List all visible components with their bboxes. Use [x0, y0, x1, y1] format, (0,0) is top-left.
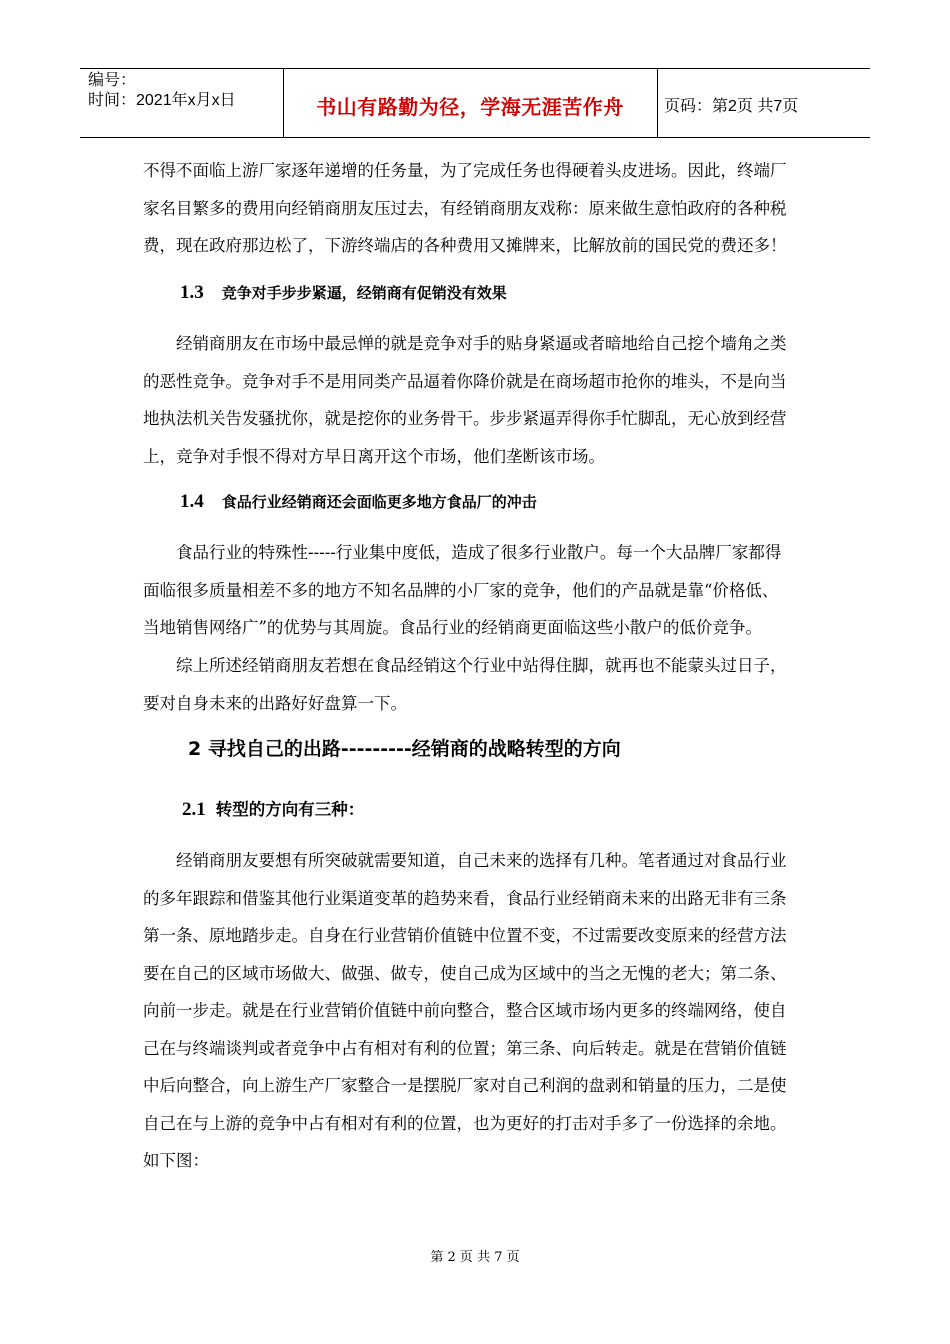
text-line: 经销商朋友要想有所突破就需要知道，自己未来的选择有几种。笔者通过对食品行业 [176, 851, 787, 870]
text-line: 己在与终端谈判或者竞争中占有相对有利的位置；第三条、向后转走。就是在营销价值链 [143, 1038, 787, 1058]
text-line: 的多年跟踪和借鉴其他行业渠道变革的趋势来看，食品行业经销商未来的出路无非有三条 [143, 888, 787, 908]
text-line: 要对自身未来的出路好好盘算一下。 [143, 693, 407, 713]
serial-label: 编号： [88, 72, 137, 89]
text-line: 中后向整合，向上游生产厂家整合一是摆脱厂家对自己利润的盘剥和销量的压力，二是使 [143, 1076, 787, 1095]
heading-text: 食品行业经销商还会面临更多地方食品厂的冲击 [221, 493, 537, 511]
text-line: 的恶性竞争。竞争对手不是用同类产品逼着你降价就是在商场超市抢你的堆头，不是向当 [143, 371, 787, 391]
paragraph-competition [143, 325, 809, 475]
paragraph-transformation [143, 842, 809, 1180]
text-line: 自己在与上游的竞争中占有相对有利的位置，也为更好的打击对手多了一份选择的余地。 [143, 1113, 787, 1133]
paragraph-food-industry [143, 534, 809, 647]
text-line: 上，竞争对手恨不得对方早日离开这个市场，他们垄断该市场。 [143, 446, 605, 466]
header-left-cell [80, 69, 284, 137]
text-line: 如下图： [143, 1151, 209, 1170]
heading-2: 2 寻找自己的出路---------经销商的战略转型的方向 [188, 738, 621, 760]
text-line: 第一条、原地踏步走。自身在行业营销价值链中位置不变，不过需要改变原来的经营方法 [143, 926, 787, 945]
header-middle-cell [283, 69, 658, 137]
text-line: 综上所述经销商朋友若想在食品经销这个行业中站得住脚，就再也不能蒙头过日子， [176, 656, 787, 675]
text-line: 面临很多质量相差不多的地方不知名品牌的小厂家的竞争，他们的产品就是靠“价格低、 [143, 580, 779, 600]
page-footer: 第 2 页 共 7 页 [430, 1250, 520, 1265]
heading-number: 1.3 [180, 282, 204, 303]
text-line: 经销商朋友在市场中最忌惮的就是竞争对手的贴身紧逼或者暗地给自己挖个墙角之类 [176, 334, 787, 353]
text-line: 地执法机关告发骚扰你，就是挖你的业务骨干。步步紧逼弄得你手忙脚乱，无心放到经营 [143, 409, 787, 428]
text-line: 向前一步走。就是在行业营销价值链中前向整合，整合区域市场内更多的终端网络，使自 [143, 1001, 787, 1020]
page-header [80, 68, 870, 138]
heading-text: 转型的方向有三种： [215, 800, 365, 819]
heading-2-1 [182, 796, 364, 821]
paragraph-continuation [143, 152, 809, 265]
date-label: 时间：2021年x月x日 [88, 92, 236, 109]
text-line: 当地销售网络广”的优势与其周旋。食品行业的经销商更面临这些小散户的低价竞争。 [143, 618, 762, 637]
heading-1-4 [180, 491, 537, 513]
paragraph-summary [143, 647, 809, 722]
page-info: 页码：第2页 共7页 [664, 98, 799, 115]
heading-text: 竞争对手步步紧逼，经销商有促销没有效果 [221, 284, 507, 302]
heading-number: 2.1 [182, 799, 206, 820]
text-line: 要在自己的区域市场做大、做强、做专，使自己成为区域中的当之无愧的老大；第二条、 [143, 963, 787, 983]
text-line: 费，现在政府那边松了，下游终端店的各种费用又摊牌来，比解放前的国民党的费还多！ [143, 236, 787, 255]
text-line: 家名目繁多的费用向经销商朋友压过去，有经销商朋友戏称：原来做生意怕政府的各种税 [143, 198, 787, 218]
text-line: 不得不面临上游厂家逐年递增的任务量，为了完成任务也得硬着头皮进场。因此，终端厂 [143, 161, 787, 180]
text-line: 食品行业的特殊性-----行业集中度低，造成了很多行业散户。每一个大品牌厂家都得 [176, 543, 782, 562]
heading-number: 1.4 [180, 491, 204, 512]
heading-1-3 [180, 282, 507, 304]
header-right-cell [657, 69, 870, 137]
motto: 书山有路勤为径，学海无涯苦作舟 [316, 95, 624, 119]
